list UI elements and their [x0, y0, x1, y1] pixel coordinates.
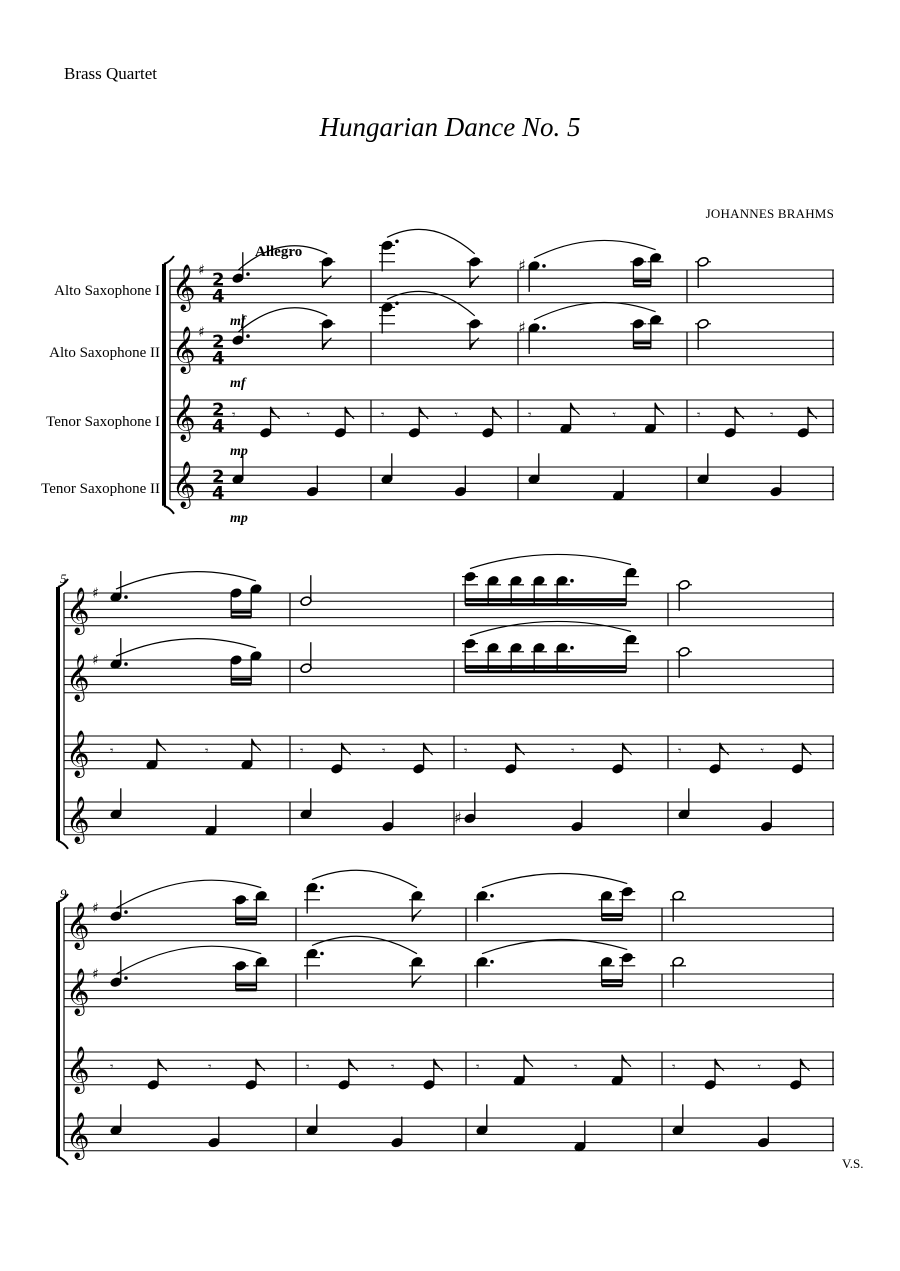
- eighth-rest: 𝄾: [678, 743, 682, 759]
- eighth-rest: 𝄾: [574, 1059, 578, 1075]
- piece-title: Hungarian Dance No. 5: [319, 112, 581, 142]
- key-signature-sharp: ♯: [198, 262, 205, 279]
- eighth-rest: 𝄾: [476, 1059, 480, 1075]
- treble-clef: 𝄞: [66, 730, 90, 777]
- eighth-rest: 𝄾: [612, 407, 616, 423]
- treble-clef: 𝄞: [172, 461, 196, 508]
- treble-clef: 𝄞: [172, 394, 196, 441]
- slur-alto-2: [482, 940, 627, 954]
- eighth-rest: 𝄾: [672, 1059, 676, 1075]
- time-signature-numerator: 2: [212, 466, 225, 488]
- volti-subito-mark: V.S.: [842, 1156, 864, 1171]
- slur-alto-1: [470, 554, 631, 568]
- measure-number: 9: [60, 886, 67, 901]
- slur-alto-2: [312, 936, 417, 953]
- augmentation-dot: [395, 240, 399, 244]
- slur-alto-2: [534, 302, 656, 319]
- eighth-rest: 𝄾: [300, 743, 304, 759]
- eighth-rest: 𝄾: [571, 743, 575, 759]
- augmentation-dot: [490, 960, 494, 964]
- time-signature-numerator: 2: [212, 399, 225, 421]
- treble-clef: 𝄞: [172, 326, 196, 373]
- treble-clef: 𝄞: [66, 902, 90, 949]
- slur-alto-1: [534, 240, 656, 257]
- dynamic-marking: mp: [230, 510, 248, 526]
- time-signature-denominator: 4: [212, 285, 225, 307]
- eighth-rest: 𝄾: [306, 1059, 310, 1075]
- instrument-label-alto-sax-2: Alto Saxophone II: [49, 345, 160, 361]
- augmentation-dot: [320, 952, 324, 956]
- augmentation-dot: [124, 910, 128, 914]
- augmentation-dot: [490, 894, 494, 898]
- key-signature-sharp: ♯: [92, 585, 99, 602]
- slur-alto-1: [387, 229, 475, 253]
- augmentation-dot: [570, 646, 574, 650]
- ensemble-label: Brass Quartet: [64, 64, 158, 83]
- eighth-rest: 𝄾: [757, 1059, 761, 1075]
- dynamic-marking: mf: [230, 375, 246, 391]
- slur-alto-2: [238, 308, 327, 332]
- eighth-rest: 𝄾: [770, 407, 774, 423]
- treble-clef: 𝄞: [66, 796, 90, 843]
- dynamic-marking: mp: [230, 443, 248, 459]
- key-signature-sharp: ♯: [92, 652, 99, 669]
- augmentation-dot: [570, 579, 574, 583]
- treble-clef: 𝄞: [66, 1112, 90, 1159]
- time-signature-numerator: 2: [212, 331, 225, 353]
- augmentation-dot: [124, 595, 128, 599]
- slur-alto-1: [116, 572, 256, 589]
- augmentation-dot: [124, 976, 128, 980]
- eighth-rest: 𝄾: [381, 407, 385, 423]
- augmentation-dot: [320, 886, 324, 890]
- eighth-rest: 𝄾: [454, 407, 458, 423]
- treble-clef: 𝄞: [66, 1046, 90, 1093]
- treble-clef: 𝄞: [66, 968, 90, 1015]
- slur-alto-1: [482, 874, 627, 888]
- time-signature-denominator: 4: [212, 347, 225, 369]
- slur-alto-2: [470, 621, 631, 635]
- key-signature-sharp: ♯: [92, 900, 99, 917]
- augmentation-dot: [542, 264, 546, 268]
- augmentation-dot: [124, 662, 128, 666]
- eighth-rest: 𝄾: [110, 743, 114, 759]
- slur-alto-2: [116, 639, 256, 656]
- time-signature-denominator: 4: [212, 482, 225, 504]
- eighth-rest: 𝄾: [306, 407, 310, 423]
- measure-number: 5: [60, 571, 67, 586]
- treble-clef: 𝄞: [66, 587, 90, 634]
- slur-alto-1: [312, 870, 417, 887]
- augmentation-dot: [542, 326, 546, 330]
- sharp-accidental: ♯: [518, 317, 526, 337]
- tempo-marking: Allegro: [255, 244, 303, 260]
- dynamic-marking: mf: [230, 313, 246, 329]
- time-signature-numerator: 2: [212, 269, 225, 291]
- instrument-label-tenor-sax-2: Tenor Saxophone II: [41, 481, 160, 497]
- instrument-label-alto-sax-1: Alto Saxophone I: [54, 283, 160, 299]
- eighth-rest: 𝄾: [464, 743, 468, 759]
- eighth-rest: 𝄾: [528, 407, 532, 423]
- sharp-accidental: ♯: [518, 255, 526, 275]
- eighth-rest: 𝄾: [697, 407, 701, 423]
- eighth-rest: 𝄾: [232, 407, 236, 423]
- bracket-top-hook: [164, 256, 174, 264]
- eighth-rest: 𝄾: [382, 743, 386, 759]
- treble-clef: 𝄞: [66, 654, 90, 701]
- composer-name: JOHANNES BRAHMS: [705, 206, 834, 221]
- treble-clef: 𝄞: [172, 264, 196, 311]
- eighth-rest: 𝄾: [760, 743, 764, 759]
- instrument-label-tenor-sax-1: Tenor Saxophone I: [46, 414, 160, 430]
- augmentation-dot: [246, 272, 250, 276]
- time-signature-denominator: 4: [212, 415, 225, 437]
- key-signature-sharp: ♯: [92, 966, 99, 983]
- eighth-rest: 𝄾: [391, 1059, 395, 1075]
- eighth-rest: 𝄾: [208, 1059, 212, 1075]
- sharp-accidental: ♯: [454, 808, 462, 828]
- eighth-rest: 𝄾: [110, 1059, 114, 1075]
- key-signature-sharp: ♯: [198, 324, 205, 341]
- eighth-rest: 𝄾: [205, 743, 209, 759]
- augmentation-dot: [246, 334, 250, 338]
- augmentation-dot: [395, 302, 399, 306]
